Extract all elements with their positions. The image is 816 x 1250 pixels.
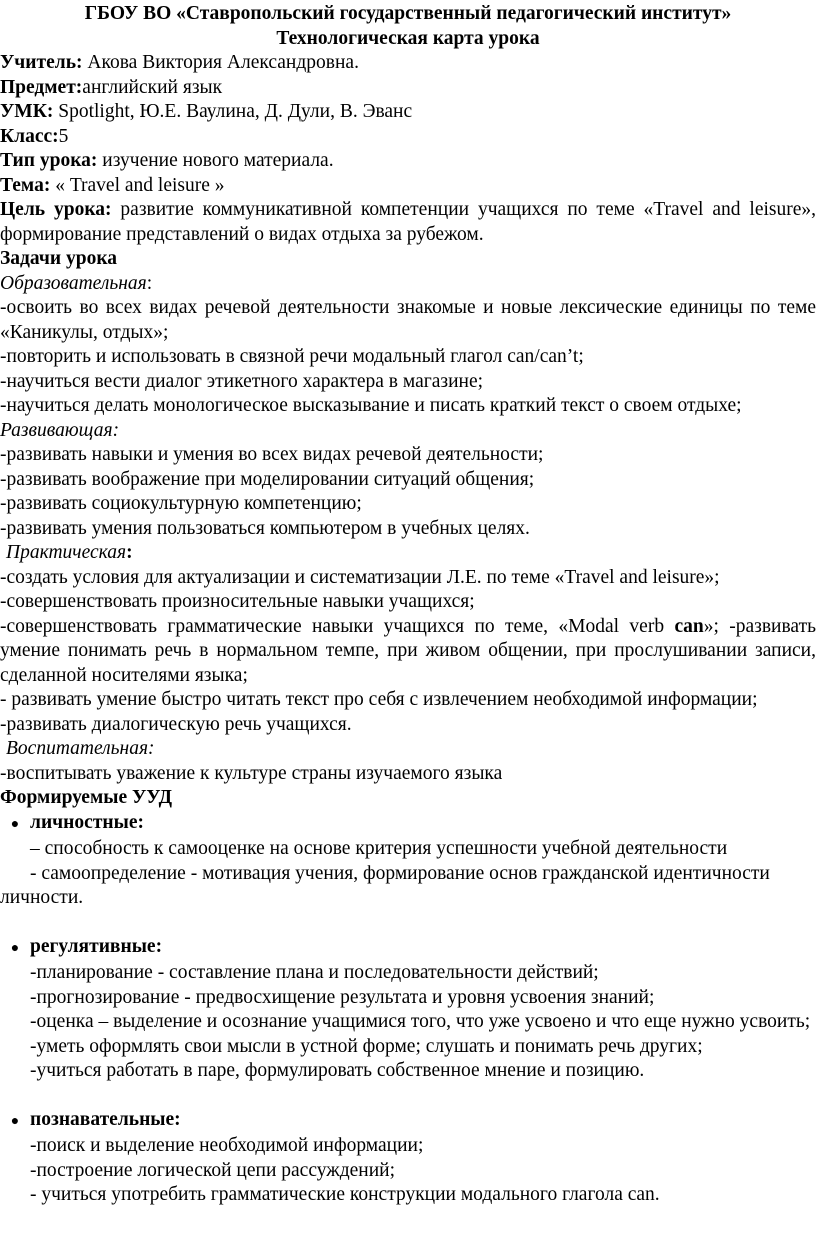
vos-label: Воспитательная: bbox=[6, 738, 155, 759]
reg-item: -планирование - составление плана и последовательности действий; bbox=[30, 962, 599, 983]
document-title: Технологическая карта урока bbox=[276, 27, 540, 49]
edu-item: -освоить во всех видах речевой деятельности знакомые и новые лексические единицы по теме «Каникулы, отдых»; bbox=[0, 297, 816, 343]
prac-item: - развивать умение быстро читать текст про себя с извлечением необходимой информации; bbox=[0, 689, 758, 710]
edu-item: -повторить и использовать в связной речи модальный глагол can/can’t; bbox=[0, 346, 584, 367]
prac-item: -создать условия для актуализации и систематизации Л.Е. по теме «Travel and leisure»; bbox=[0, 566, 720, 588]
tasks-heading: Задачи урока bbox=[0, 248, 118, 269]
subject-line: Предмет:английский язык bbox=[0, 76, 223, 98]
class-line: Класс:5 bbox=[0, 125, 69, 147]
edu-label: Образовательная: bbox=[0, 272, 153, 294]
topic-line: Тема: « Travel and leisure » bbox=[0, 174, 225, 196]
prac-item: -совершенствовать грамматические навыки учащихся по теме, «Modal verb can»; -развивать умение понимать речь в нормальном темпе, при живом общении, при прослушивании записи, сделанной носителями языка; bbox=[0, 615, 816, 686]
bullet-icon: ● bbox=[10, 940, 20, 956]
cognitive-heading: ● познавательные: bbox=[0, 1108, 816, 1135]
prac-item: -развивать диалогическую речь учащихся. bbox=[0, 713, 352, 735]
edu-item: -научиться вести диалог этикетного характера в магазине; bbox=[0, 370, 484, 392]
prac-item: -совершенствовать произносительные навыки учащихся; bbox=[0, 591, 475, 612]
personal-item: – способность к самооценке на основе критерия успешности учебной деятельности bbox=[30, 838, 728, 859]
personal-item: - самоопределение - мотивация учения, формирование основ гражданской идентичности личности. bbox=[0, 862, 770, 908]
teacher-line: Учитель: Акова Виктория Александровна. bbox=[0, 52, 359, 73]
dev-label: Развивающая: bbox=[0, 419, 120, 441]
dev-item: -развивать воображение при моделировании ситуаций общения; bbox=[0, 468, 535, 490]
dev-item: -развивать навыки и умения во всех видах речевой деятельности; bbox=[0, 444, 544, 465]
umk-line: УМК: Spotlight, Ю.Е. Ваулина, Д. Дули, В. Эванс bbox=[0, 101, 413, 122]
dev-item: -развивать социокультурную компетенцию; bbox=[0, 493, 362, 514]
goal-line: Цель урока: развитие коммуникативной компетенции учащихся по теме «Travel and leisure», формирование представлений о видах отдыха за рубежом. bbox=[0, 199, 816, 245]
reg-item: -прогнозирование - предвосхищение результата и уровня усвоения знаний; bbox=[30, 986, 655, 1008]
personal-heading: ● личностные: bbox=[0, 811, 816, 838]
lesson-type-line: Тип урока: изучение нового материала. bbox=[0, 150, 334, 171]
vos-item: -воспитывать уважение к культуре страны изучаемого языка bbox=[0, 762, 503, 784]
edu-item: -научиться делать монологическое высказывание и писать краткий текст о своем отдыхе; bbox=[0, 395, 742, 416]
regulatory-heading: ● регулятивные: bbox=[0, 935, 816, 962]
uud-heading: Формируемые УУД bbox=[0, 787, 173, 808]
dev-item: -развивать умения пользоваться компьютером в учебных целях. bbox=[0, 517, 530, 539]
bullet-icon: ● bbox=[10, 816, 20, 832]
reg-item: -уметь оформлять свои мысли в устной форме; слушать и понимать речь других; bbox=[30, 1035, 703, 1057]
reg-item: -оценка – выделение и осознание учащимися того, что уже усвоено и что еще нужно усвоить; bbox=[30, 1011, 811, 1032]
cog-item: -построение логической цепи рассуждений; bbox=[30, 1159, 395, 1181]
bullet-icon: ● bbox=[10, 1113, 20, 1129]
cog-item: -поиск и выделение необходимой информации; bbox=[30, 1135, 424, 1156]
institution-title: ГБОУ ВО «Ставропольский государственный педагогический институт» bbox=[84, 3, 732, 24]
reg-item: -учиться работать в паре, формулировать собственное мнение и позицию. bbox=[30, 1060, 645, 1081]
cog-item: - учиться употребить грамматические конструкции модального глагола can. bbox=[30, 1184, 660, 1205]
prac-label: Практическая: bbox=[6, 542, 133, 563]
